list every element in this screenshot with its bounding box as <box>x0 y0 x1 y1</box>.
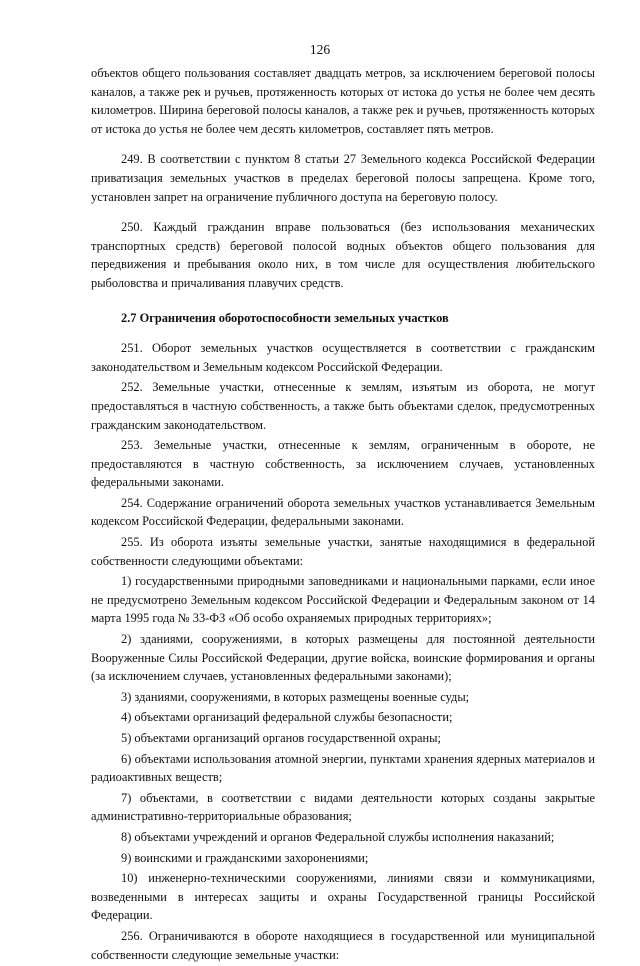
list-item-4: 4) объектами организаций федеральной службы безопасности; <box>121 710 453 725</box>
list-item-9: 9) воинскими и гражданскими захоронениями; <box>121 850 369 865</box>
list-item-3: 3) зданиями, сооружениями, в которых размещены военные суды; <box>121 689 470 704</box>
page-number: 126 <box>309 42 331 57</box>
paragraph-254: 254. Содержание ограничений оборота земельных участков устанавливается Земельным кодексом Российской Федерации, федеральными законами. <box>91 495 595 529</box>
paragraph-250: 250. Каждый гражданин вправе пользоваться (без использования механических транспортных средств) береговой полосой водных объектов общего пользования для передвижения и пребывания около них, в том числе для осуществления любительского рыболовства и причаливания плавучих средств. <box>91 220 595 290</box>
list-item-7: 7) объектами, в соответствии с видами деятельности которых созданы закрытые административно-территориальные образования; <box>91 790 595 824</box>
paragraph-252: 252. Земельные участки, отнесенные к землям, изъятым из оборота, не могут предоставляться в частную собственность, а также быть объектами сделок, предусмотренных гражданским законодательством. <box>91 380 595 432</box>
spacer <box>91 295 595 309</box>
paragraph-249: 249. В соответствии с пунктом 8 статьи 27 Земельного кодекса Российской Федерации приватизация земельных участков в пределах береговой полосы запрещена. Кроме того, установлен запрет на ограничение публичного доступа на береговую полосу. <box>91 152 595 204</box>
list-item-5: 5) объектами организаций органов государственной охраны; <box>121 731 441 745</box>
paragraph-256: 256. Ограничиваются в обороте находящиеся в государственной или муниципальной собственности следующие земельные участки: <box>91 928 595 962</box>
list-item-1: 1) государственными природными заповедниками и национальными парками, если иное не предусмотрено Земельным кодексом Российской Федерации и Федеральным законом от 14 марта 1995 года № 33-ФЗ «Об особо охраняемых природных территориях»; <box>91 574 595 626</box>
list-item-6: 6) объектами использования атомной энергии, пунктами хранения ядерных материалов и радиоактивных веществ; <box>91 751 595 785</box>
spacer <box>91 327 595 339</box>
paragraph-251: 251. Оборот земельных участков осуществляется в соответствии с гражданским законодательством и Земельным кодексом Российской Федерации. <box>91 341 595 374</box>
spacer <box>91 208 595 218</box>
paragraph: объектов общего пользования составляет двадцать метров, за исключением береговой полосы каналов, а также рек и ручьев, протяженность которых от истока до устья не более чем десять километров. Ширина береговой полосы каналов, а также рек и ручьев, протяженность которых от истока до устья не более чем десять километров, составляет пять метров. <box>91 66 595 136</box>
list-item-2: 2) зданиями, сооружениями, в которых размещены для постоянной деятельности Вооруженные Силы Российской Федерации, другие войска, воинские формирования и органы (за исключением случаев, установленных федеральными законами); <box>91 632 595 684</box>
document-body <box>91 64 595 966</box>
list-item-10: 10) инженерно-техническими сооружениями, линиями связи и коммуникациями, возведенными в интересах защиты и охраны Государственной границы Российской Федерации. <box>91 871 595 923</box>
spacer <box>91 140 595 150</box>
paragraph-255: 255. Из оборота изъяты земельные участки, занятые находящимися в федеральной собственности следующими объектами: <box>91 535 595 568</box>
paragraph-253: 253. Земельные участки, отнесенные к землям, ограниченным в обороте, не предоставляются в частную собственность, за исключением случаев, установленных федеральными законами. <box>91 438 595 490</box>
section-heading: 2.7 Ограничения оборотоспособности земельных участков <box>121 310 449 325</box>
list-item-8: 8) объектами учреждений и органов Федеральной службы исполнения наказаний; <box>121 829 555 844</box>
